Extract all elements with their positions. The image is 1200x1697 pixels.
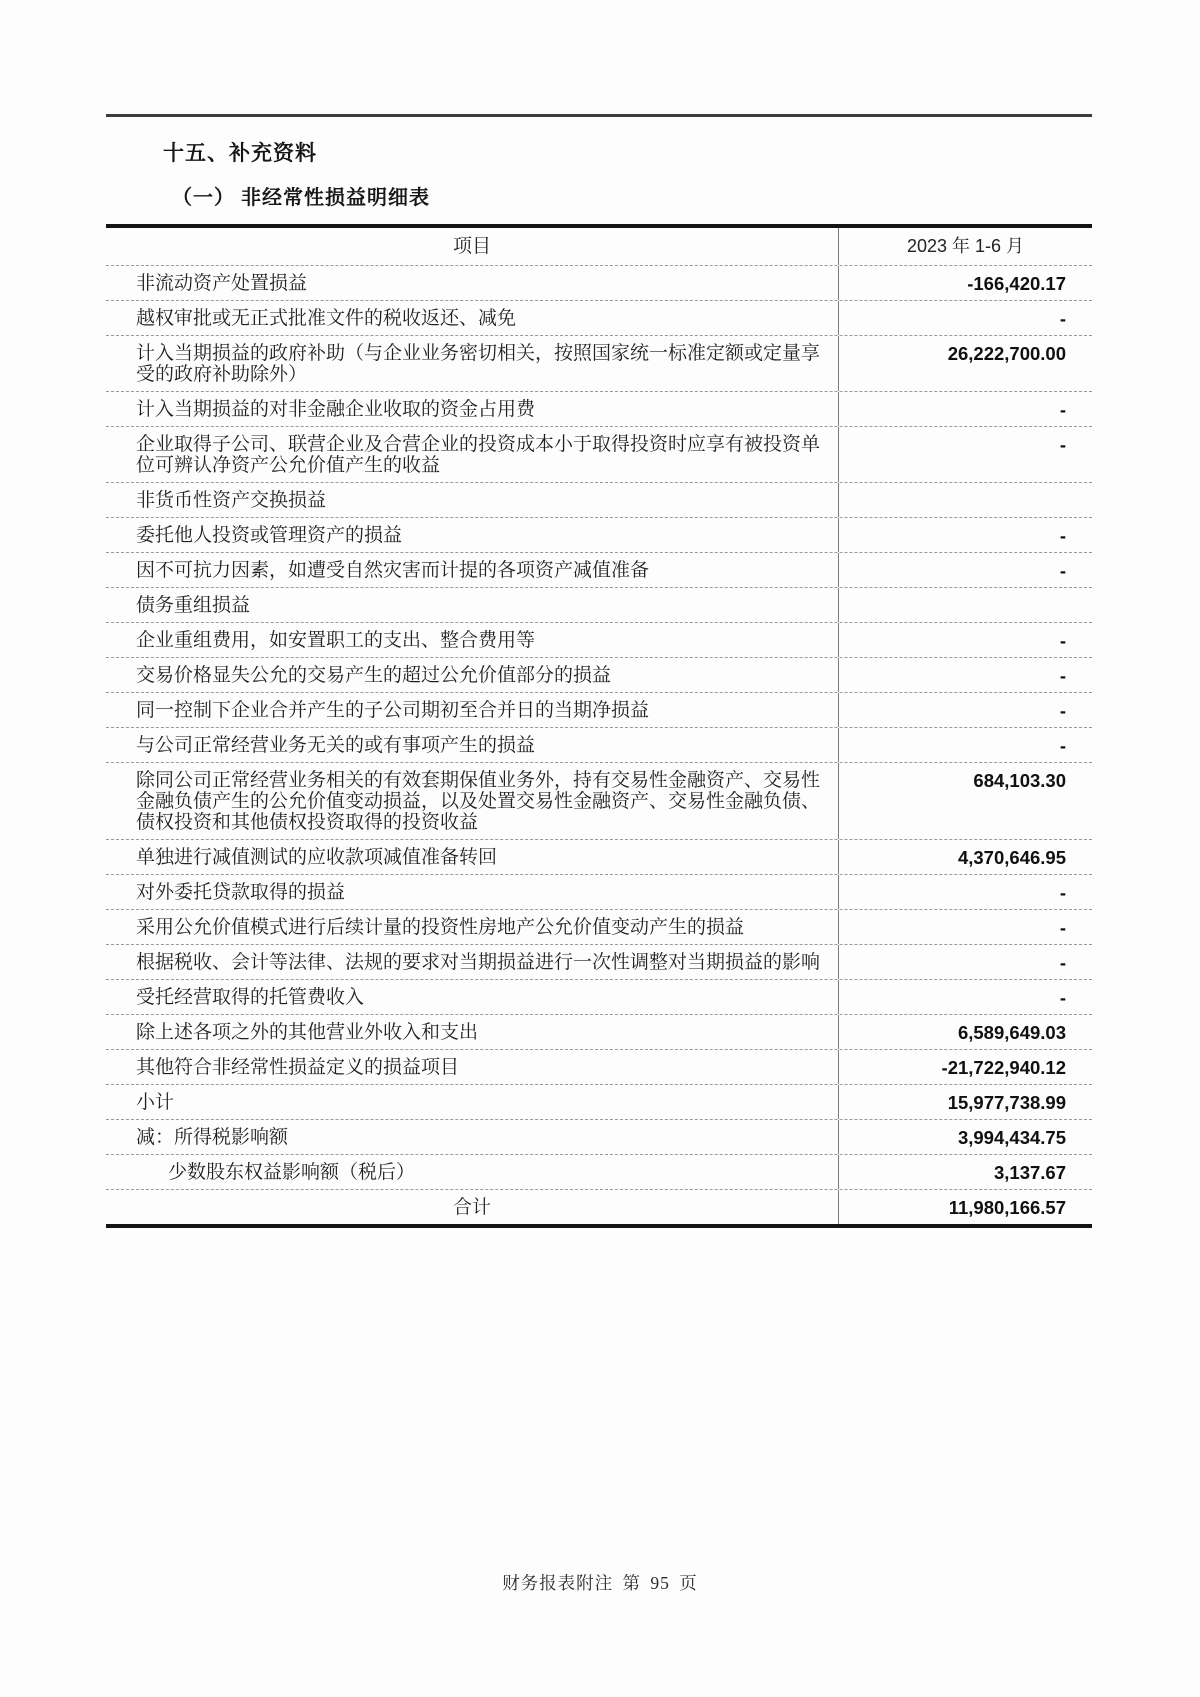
row-label: 因不可抗力因素，如遭受自然灾害而计提的各项资产减值准备 [136, 559, 650, 581]
row-label: 交易价格显失公允的交易产生的超过公允价值部分的损益 [136, 664, 612, 686]
table-row [106, 875, 1092, 910]
row-label: 除上述各项之外的其他营业外收入和支出 [136, 1021, 479, 1043]
table-row [106, 1120, 1092, 1155]
row-label: 根据税收、会计等法律、法规的要求对当期损益进行一次性调整对当期损益的影响 [136, 951, 821, 973]
row-label: 受托经营取得的托管费收入 [136, 986, 365, 1008]
table-row [106, 336, 1092, 392]
table-row [106, 553, 1092, 588]
row-label: 越权审批或无正式批准文件的税收返还、减免 [136, 307, 517, 329]
table-row [106, 1015, 1092, 1050]
table-row [106, 1050, 1092, 1085]
row-value: -166,420.17 [838, 266, 1092, 300]
row-value: - [838, 693, 1092, 727]
row-value: - [838, 875, 1092, 909]
table-row [106, 588, 1092, 623]
row-label: 债务重组损益 [136, 594, 251, 616]
table-body [106, 266, 1092, 1224]
row-label: 少数股东权益影响额（税后） [168, 1161, 416, 1183]
table-row [106, 658, 1092, 693]
row-label: 减：所得税影响额 [136, 1126, 289, 1148]
table-row [106, 910, 1092, 945]
table-row [106, 301, 1092, 336]
column-header-item: 项目 [452, 236, 491, 257]
row-value: 4,370,646.95 [838, 840, 1092, 874]
table-row [106, 840, 1092, 875]
row-label: 非货币性资产交换损益 [136, 489, 327, 511]
row-value: - [838, 728, 1092, 762]
table-row [106, 1085, 1092, 1120]
row-label: 委托他人投资或管理资产的损益 [136, 524, 403, 546]
table-row [106, 427, 1092, 483]
table-row [106, 518, 1092, 553]
row-value: 3,137.67 [838, 1155, 1092, 1189]
row-label: 企业取得子公司、联营企业及合营企业的投资成本小于取得投资时应享有被投资单位可辨认净资产公允价值产生的收益 [136, 433, 821, 476]
row-label: 计入当期损益的对非金融企业收取的资金占用费 [136, 398, 536, 420]
row-label: 对外委托贷款取得的损益 [136, 881, 346, 903]
row-value: - [838, 910, 1092, 944]
row-value: - [838, 392, 1092, 426]
table-row [106, 1190, 1092, 1224]
row-label: 小计 [136, 1091, 175, 1113]
row-value: - [838, 427, 1092, 482]
page-footer: 财务报表附注 第 95 页 [502, 1573, 698, 1593]
nonrecurring-profit-loss-table [106, 224, 1092, 1228]
table-row [106, 945, 1092, 980]
row-value [838, 588, 1092, 622]
row-label: 企业重组费用，如安置职工的支出、整合费用等 [136, 629, 536, 651]
table-row [106, 1155, 1092, 1190]
row-label: 非流动资产处置损益 [136, 272, 308, 294]
section-title: 十五、补充资料 [163, 141, 317, 165]
row-label: 其他符合非经常性损益定义的损益项目 [136, 1056, 460, 1078]
table-row [106, 623, 1092, 658]
row-label: 合计 [452, 1196, 491, 1218]
row-value: - [838, 301, 1092, 335]
column-header-period: 2023 年 1-6 月 [838, 228, 1092, 265]
row-value [838, 483, 1092, 517]
row-value: - [838, 553, 1092, 587]
row-value: - [838, 980, 1092, 1014]
row-label: 除同公司正常经营业务相关的有效套期保值业务外，持有交易性金融资产、交易性金融负债产生的公允价值变动损益，以及处置交易性金融资产、交易性金融负债、债权投资和其他债权投资取得的投资收益 [136, 769, 821, 833]
table-header-row [106, 228, 1092, 266]
row-value: - [838, 518, 1092, 552]
table-row [106, 980, 1092, 1015]
row-value: 15,977,738.99 [838, 1085, 1092, 1119]
table-row [106, 266, 1092, 301]
row-value: -21,722,940.12 [838, 1050, 1092, 1084]
row-value: 26,222,700.00 [838, 336, 1092, 391]
row-value: - [838, 945, 1092, 979]
row-value: 6,589,649.03 [838, 1015, 1092, 1049]
table-row [106, 728, 1092, 763]
row-value: - [838, 658, 1092, 692]
subsection-title: （一） 非经常性损益明细表 [172, 187, 430, 209]
table-row [106, 392, 1092, 427]
table-row [106, 693, 1092, 728]
row-value: - [838, 623, 1092, 657]
row-label: 单独进行减值测试的应收款项减值准备转回 [136, 846, 498, 868]
table-row [106, 763, 1092, 840]
row-value: 3,994,434.75 [838, 1120, 1092, 1154]
row-value: 684,103.30 [838, 763, 1092, 839]
row-value: 11,980,166.57 [838, 1190, 1092, 1224]
row-label: 计入当期损益的政府补助（与企业业务密切相关，按照国家统一标准定额或定量享受的政府补助除外） [136, 342, 821, 385]
top-horizontal-rule [106, 114, 1092, 117]
row-label: 与公司正常经营业务无关的或有事项产生的损益 [136, 734, 536, 756]
row-label: 同一控制下企业合并产生的子公司期初至合并日的当期净损益 [136, 699, 650, 721]
row-label: 采用公允价值模式进行后续计量的投资性房地产公允价值变动产生的损益 [136, 916, 745, 938]
table-row [106, 483, 1092, 518]
